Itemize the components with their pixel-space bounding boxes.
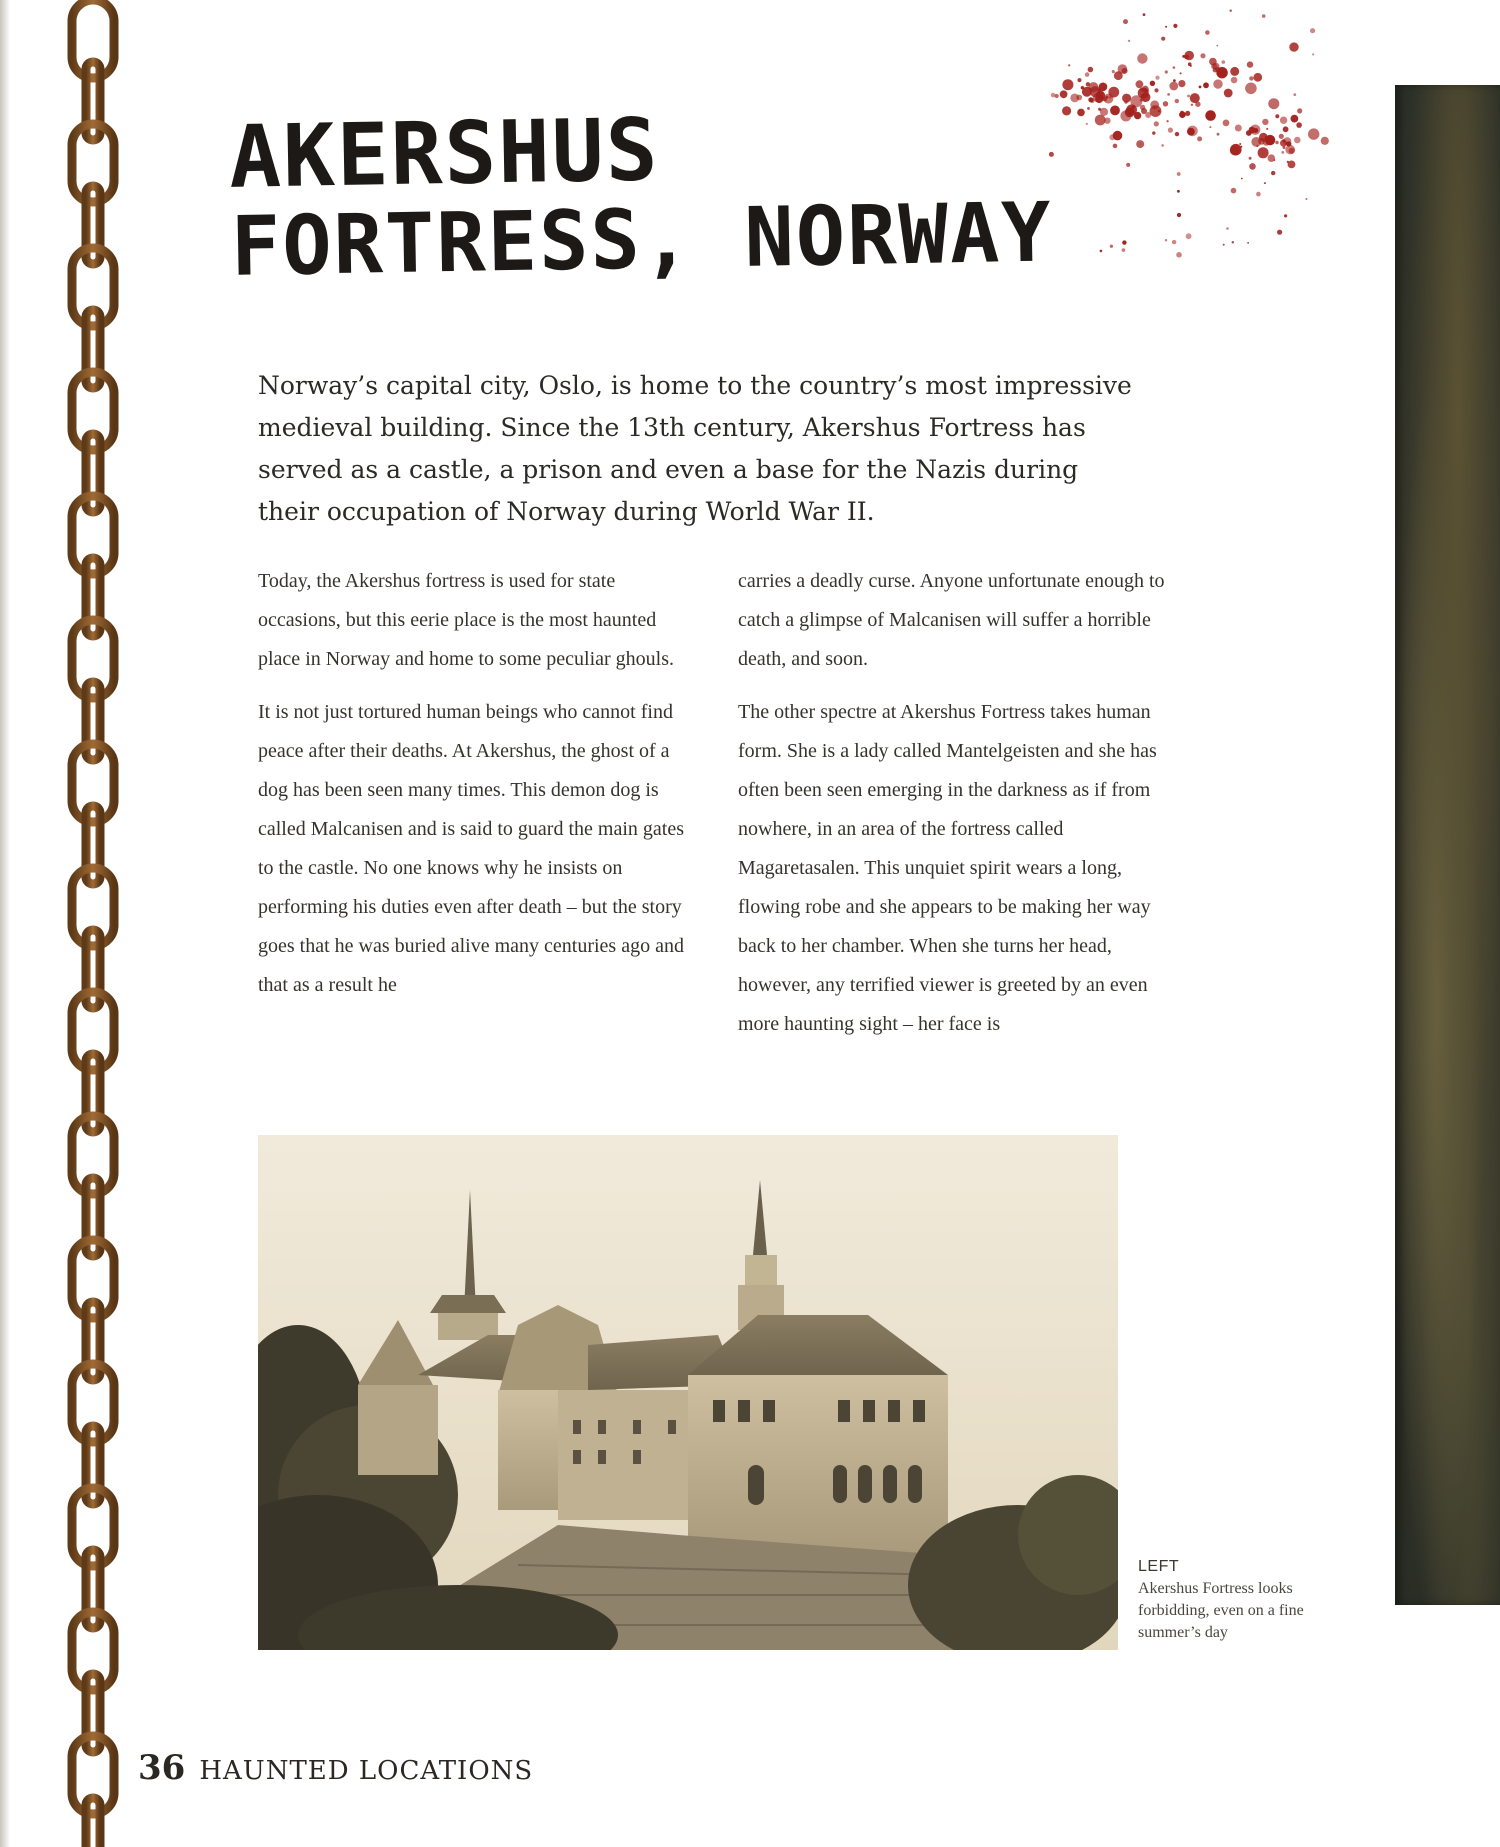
- body-paragraph: carries a deadly curse. Anyone unfortunate enough to catch a glimpse of Malcanisen will suffer a horrible death, and soon.: [738, 570, 1165, 670]
- fortress-illustration: [258, 1135, 1118, 1650]
- photo-caption: [1138, 1558, 1348, 1644]
- section-name: HAUNTED LOCATIONS: [199, 1756, 534, 1786]
- body-column-right: [738, 562, 1178, 1058]
- chain-decoration: [58, 0, 128, 1847]
- page-footer: [138, 1748, 533, 1788]
- page-gutter-shadow: [0, 0, 10, 1847]
- title-line-1: AKERSHUS: [228, 100, 661, 208]
- caption-text: Akershus Fortress looks forbidding, even on a fine summer’s day: [1138, 1580, 1304, 1641]
- article-title: [228, 97, 1132, 296]
- page-number: 36: [138, 1748, 186, 1788]
- body-paragraph: Today, the Akershus fortress is used for state occasions, but this eerie place is the most haunted place in Norway and home to some peculiar ghouls.: [258, 570, 674, 670]
- lede-paragraph: Norway’s capital city, Oslo, is home to the country’s most impressive medieval building. Since the 13th century, Akershus Fortress has served as a castle, a prison and even a base for the Nazis during their occupation of Norway during World War II.: [258, 371, 1132, 526]
- body-column-left: [258, 562, 698, 1019]
- body-paragraph: It is not just tortured human beings who cannot find peace after their deaths. At Akershus, the ghost of a dog has been seen many times. This demon dog is called Malcanisen and is said to guard the main gates to the castle. No one knows why he insists on performing his duties even after death – but the story goes that he was buried alive many centuries ago and that as a result he: [258, 701, 684, 996]
- title-line-2: FORTRESS, NORWAY: [230, 185, 1054, 296]
- fortress-photo: [258, 1135, 1118, 1650]
- caption-label: LEFT: [1138, 1558, 1180, 1575]
- body-paragraph: The other spectre at Akershus Fortress takes human form. She is a lady called Mantelgeisten and she has often been seen emerging in the darkness as if from nowhere, in an area of the fortress called Magaretasalen. This unquiet spirit wears a long, flowing robe and she appears to be making her way back to her chamber. When she turns her head, however, any terrified viewer is greeted by an even more haunting sight – her face is: [738, 701, 1157, 1035]
- adjacent-page-photo: [1395, 85, 1500, 1605]
